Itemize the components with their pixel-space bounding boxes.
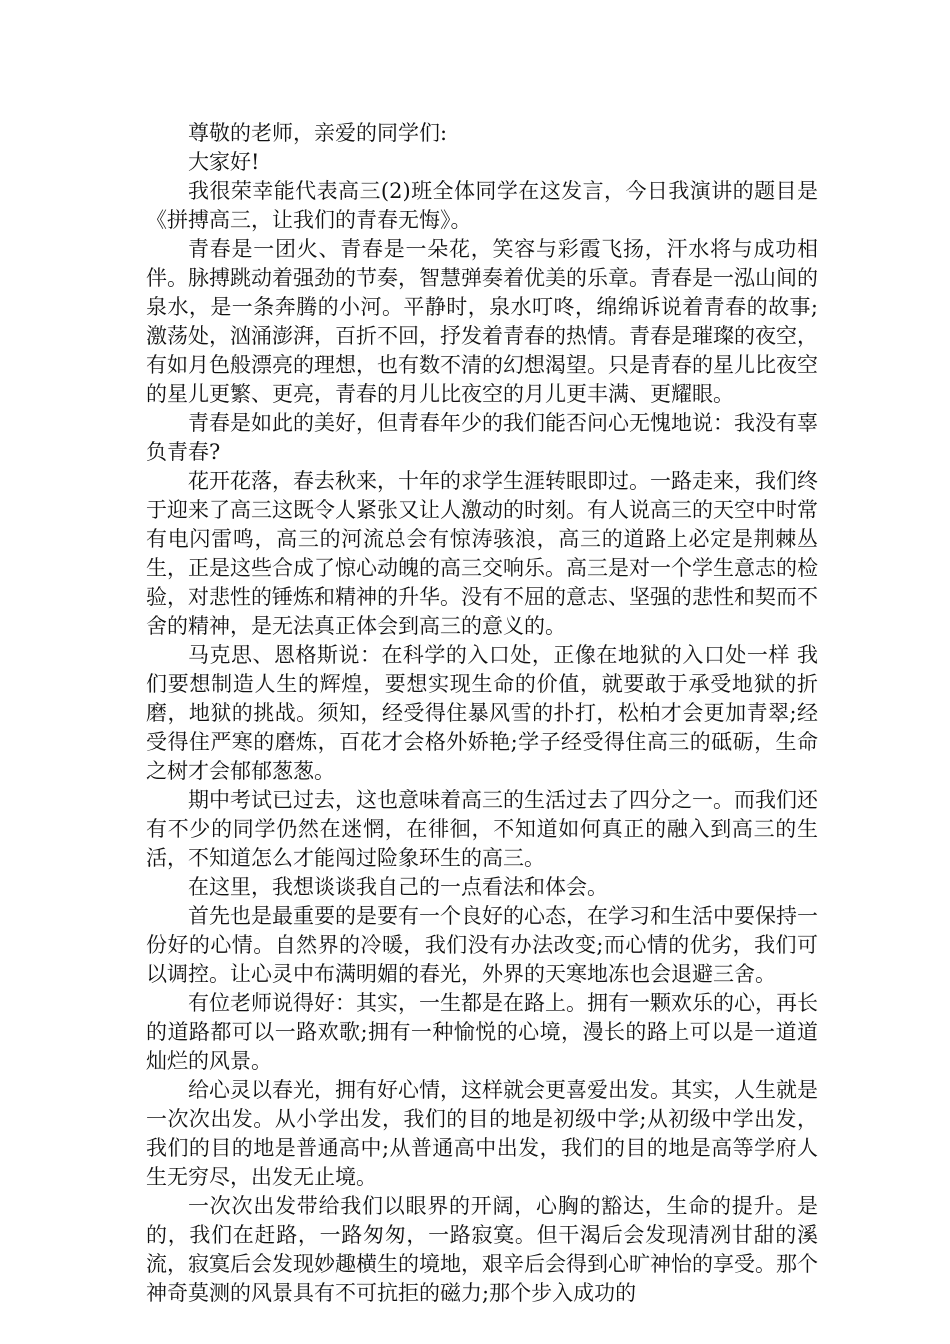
paragraph-teacher-saying: 有位老师说得好：其实，一生都是在路上。拥有一颗欢乐的心，再长的道路都可以一路欢歌;拥有一种愉悦的心境，漫长的路上可以是一道道灿烂的风景。 — [146, 991, 818, 1073]
salutation: 尊敬的老师，亲爱的同学们: — [188, 121, 448, 145]
paragraph-mindset: 首先也是最重要的是要有一个良好的心态，在学习和生活中要保持一份好的心情。自然界的冷暖，我们没有办法改变;而心情的优劣，我们可以调控。让心灵中布满明媚的春光，外界的天寒地冻也会退避三舍。 — [146, 904, 818, 986]
paragraph-midterm: 期中考试已过去，这也意味着高三的生活过去了四分之一。而我们还有不少的同学仍然在迷惘，在徘徊，不知道如何真正的融入到高三的生活，不知道怎么才能闯过险象环生的高三。 — [146, 788, 818, 870]
greeting: 大家好! — [188, 150, 260, 174]
paragraph-youth: 青春是一团火、青春是一朵花，笑容与彩霞飞扬，汗水将与成功相伴。脉搏跳动着强劲的节奏，智慧弹奏着优美的乐章。青春是一泓山间的泉水，是一条奔腾的小河。平静时，泉水叮咚，绵绵诉说着青春的故事;激荡处，汹涌澎湃，百折不回，抒发着青春的热情。青春是璀璨的夜空，有如月色般漂亮的理想，也有数不清的幻想渴望。只是青春的星儿比夜空的星儿更繁、更亮，青春的月儿比夜空的月儿更丰满、更耀眼。 — [146, 237, 818, 406]
paragraph-intro: 我很荣幸能代表高三(2)班全体同学在这发言，今日我演讲的题目是《拼搏高三，让我们的青春无悔》。 — [146, 179, 818, 232]
paragraph-thoughts: 在这里，我想谈谈我自己的一点看法和体会。 — [188, 875, 608, 899]
paragraph-journey: 一次次出发带给我们以眼界的开阔，心胸的豁达，生命的提升。是的，我们在赶路，一路匆匆，一路寂寞。但干渴后会发现清冽甘甜的溪流，寂寞后会发现妙趣横生的境地，艰辛后会得到心旷神怡的享受。那个神奇莫测的风景具有不可抗拒的磁力;那个步入成功的 — [146, 1194, 818, 1305]
paragraph-departure: 给心灵以春光，拥有好心情，这样就会更喜爱出发。其实，人生就是一次次出发。从小学出发，我们的目的地是初级中学;从初级中学出发，我们的目的地是普通高中;从普通高中出发，我们的目的地是高等学府人生无穷尽，出发无止境。 — [146, 1078, 818, 1189]
paragraph-senior-year: 花开花落，春去秋来，十年的求学生涯转眼即过。一路走来，我们终于迎来了高三这既令人紧张又让人激动的时刻。有人说高三的天空中时常有电闪雷鸣，高三的河流总会有惊涛骇浪，高三的道路上必定是荆棘丛生，正是这些合成了惊心动魄的高三交响乐。高三是对一个学生意志的检验，对悲性的锤炼和精神的升华。没有不屈的意志、坚强的悲性和契而不舍的精神，是无法真正体会到高三的意义的。 — [146, 469, 818, 638]
paragraph-quote: 马克思、恩格斯说：在科学的入口处，正像在地狱的入口处一样 我们要想制造人生的辉煌，要想实现生命的价值，就要敢于承受地狱的折磨，地狱的挑战。须知，经受得住暴风雪的扑打，松柏才会更加青翠;经受得住严寒的磨炼，百花才会格外娇艳;学子经受得住高三的砥砺，生命之树才会郁郁葱葱。 — [146, 643, 818, 783]
document-body — [146, 119, 818, 1308]
paragraph-question: 青春是如此的美好，但青春年少的我们能否问心无愧地说：我没有辜负青春? — [146, 411, 818, 464]
